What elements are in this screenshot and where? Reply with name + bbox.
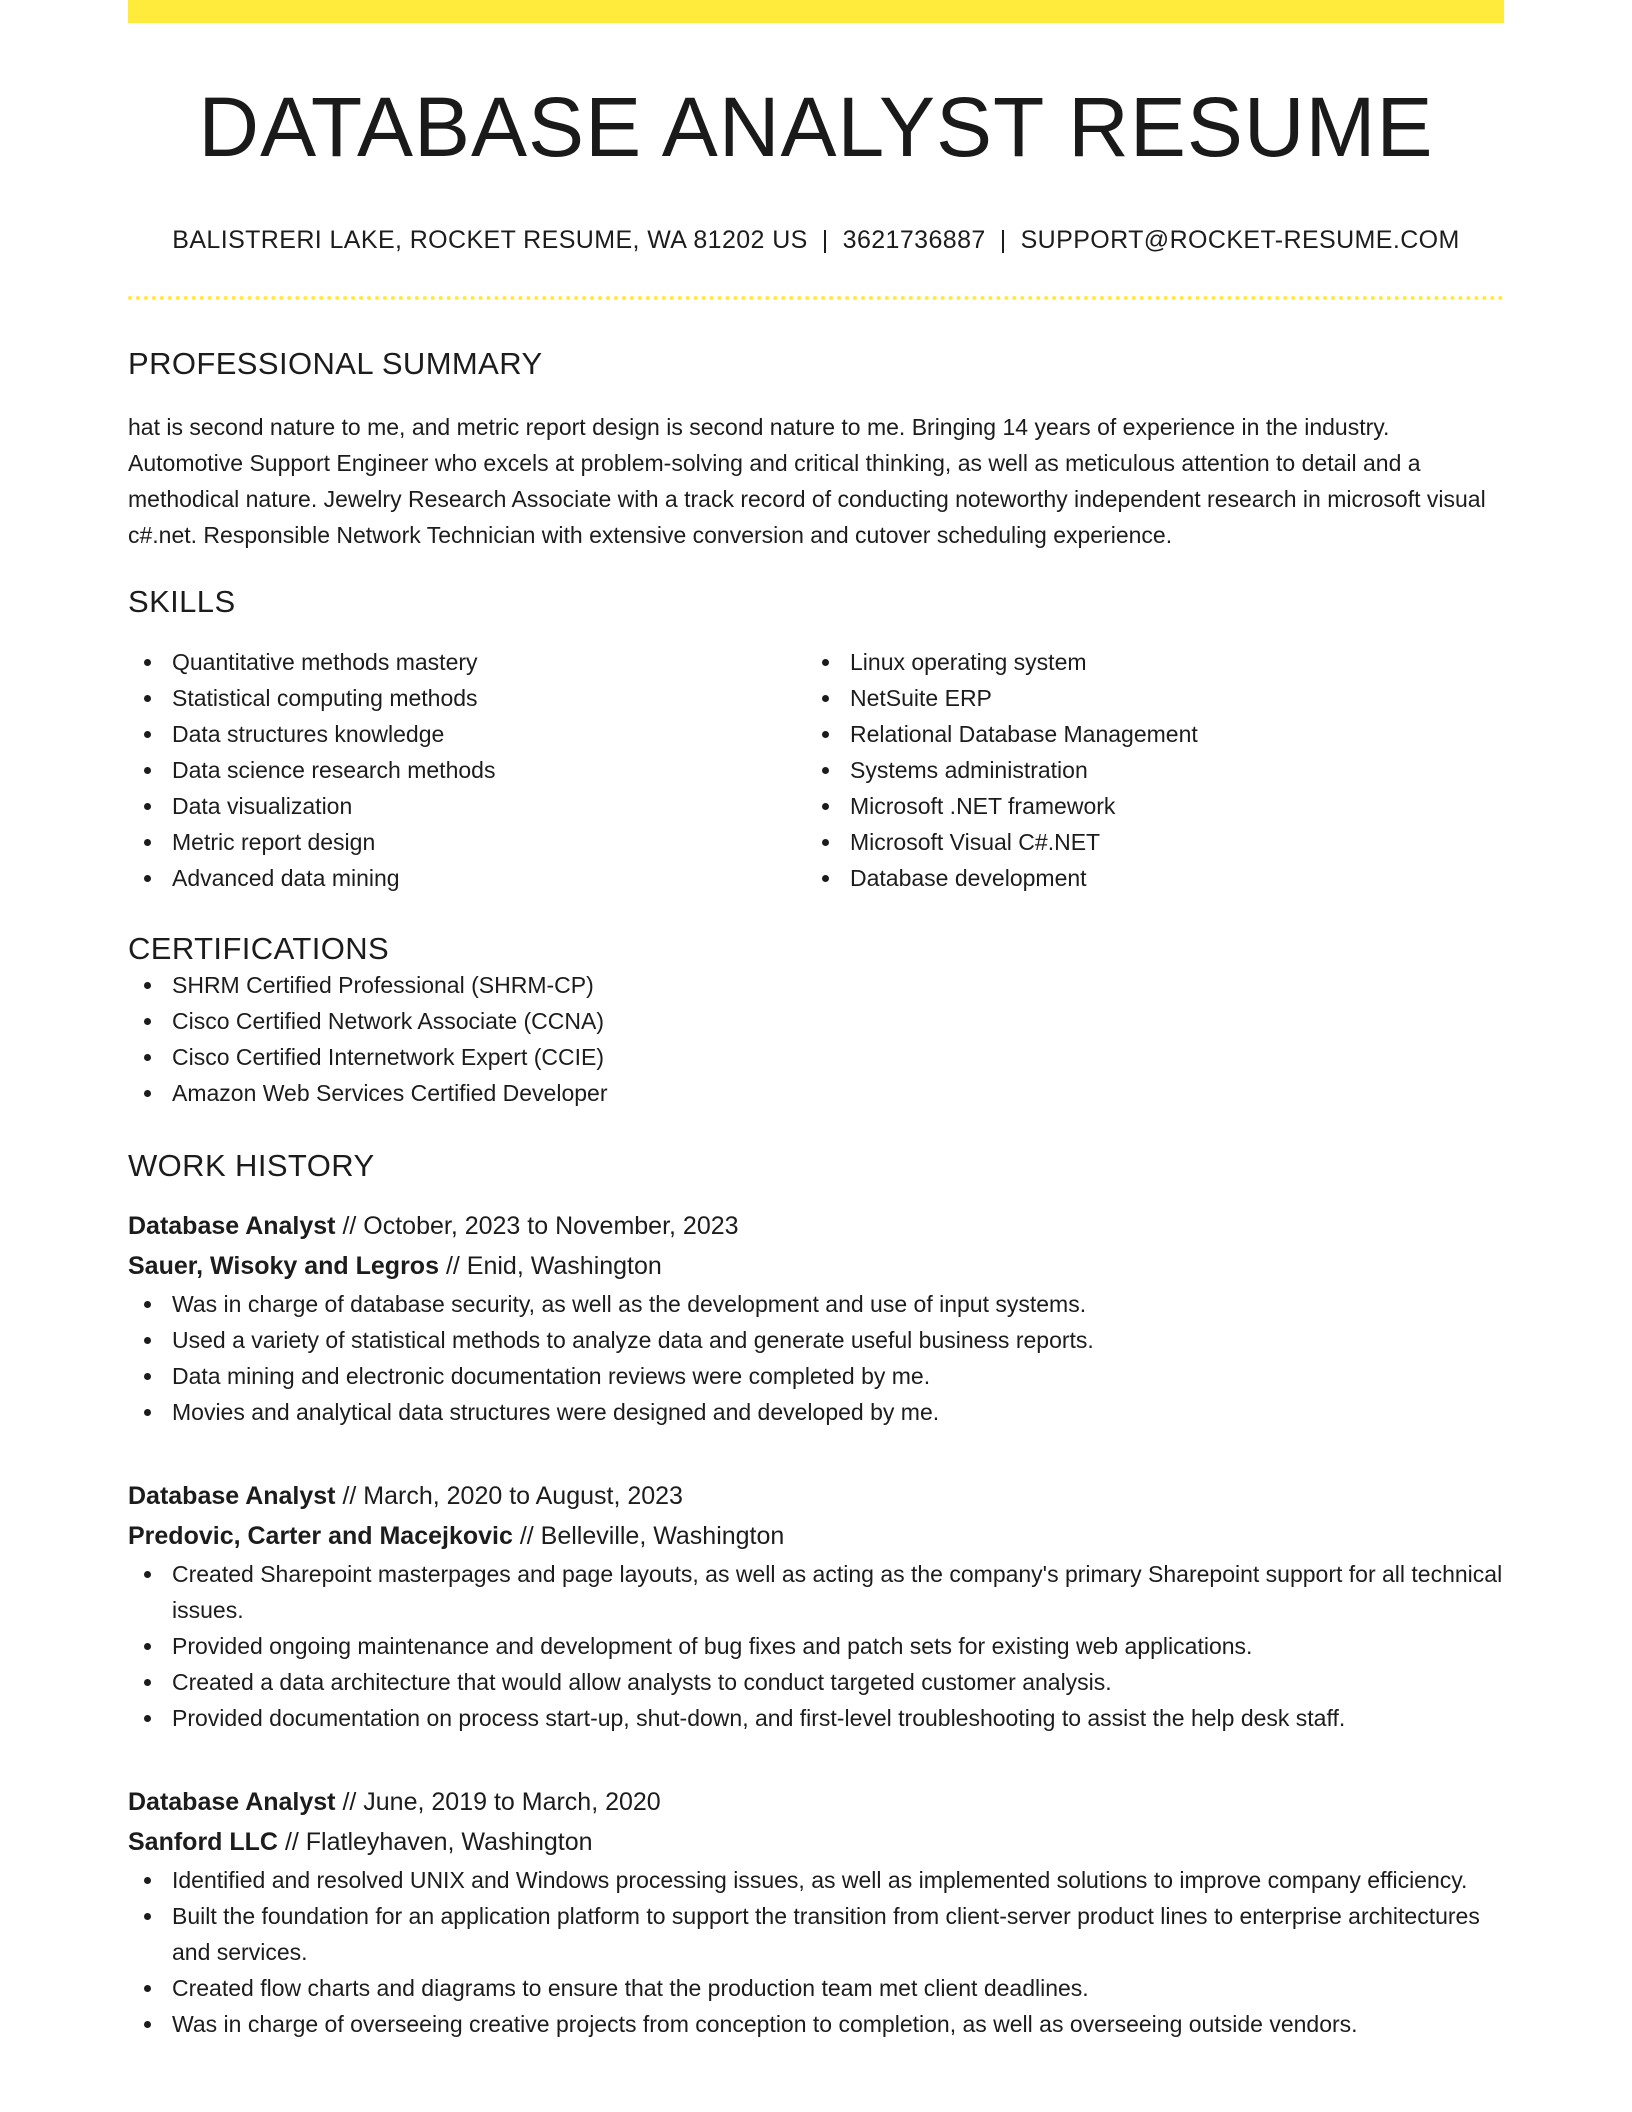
- skill-item: Systems administration: [806, 752, 1484, 788]
- job-company: Sauer, Wisoky and Legros: [128, 1252, 439, 1281]
- summary-text: hat is second nature to me, and metric report design is second nature to me. Bringing 14 years of experience in the industry. Automotive Support Engineer who excels at problem-solving and critical thinking, as well as meticulous attention to detail and a methodical nature. Jewelry Research Associate with a track record of conducting noteworthy independent research in microsoft visual c#.net. Responsible Network Technician with extensive conversion and cutover scheduling experience.: [128, 413, 1486, 548]
- job-bullet: Created flow charts and diagrams to ensure that the production team met client deadlines.: [128, 1970, 1504, 2006]
- job-bullet: Built the foundation for an application platform to support the transition from client-server product lines to enterprise architectures and services.: [128, 1898, 1504, 1970]
- job-bullet: Identified and resolved UNIX and Windows processing issues, as well as implemented solutions to improve company efficiency.: [128, 1862, 1504, 1898]
- job-bullet: Movies and analytical data structures were designed and developed by me.: [128, 1394, 1504, 1430]
- job-title: Database Analyst: [128, 1788, 336, 1817]
- contact-separator: |: [821, 226, 829, 255]
- job-location: // Enid, Washington: [439, 1252, 662, 1281]
- certifications-list: [128, 967, 1504, 1111]
- job-dates: // March, 2020 to August, 2023: [335, 1482, 683, 1511]
- resume-title: DATABASE ANALYST RESUME: [198, 80, 1434, 174]
- skills-list-left: [128, 644, 806, 896]
- skill-item: Statistical computing methods: [128, 680, 806, 716]
- job-entry: [128, 1782, 1504, 2042]
- job-title-line: [128, 1476, 1504, 1516]
- job-bullet: Used a variety of statistical methods to analyze data and generate useful business reports.: [128, 1322, 1504, 1358]
- job-location: // Belleville, Washington: [512, 1522, 785, 1551]
- skill-item: Data science research methods: [128, 752, 806, 788]
- skills-heading: SKILLS: [128, 583, 236, 619]
- certifications-heading: CERTIFICATIONS: [128, 930, 390, 966]
- skill-item: NetSuite ERP: [806, 680, 1484, 716]
- skills-list-right: [806, 644, 1484, 896]
- job-company-line: [128, 1516, 1504, 1556]
- skills-column-right: [806, 644, 1484, 896]
- job-company: Sanford LLC: [128, 1828, 278, 1857]
- job-bullets: [128, 1556, 1504, 1736]
- job-title: Database Analyst: [128, 1212, 336, 1241]
- dotted-divider: [128, 296, 1504, 300]
- job-bullet: Was in charge of overseeing creative projects from conception to completion, as well as overseeing outside vendors.: [128, 2006, 1504, 2042]
- accent-top-bar: [128, 0, 1504, 23]
- skills-column-left: [128, 644, 806, 896]
- certification-item: Cisco Certified Internetwork Expert (CCIE): [128, 1039, 1504, 1075]
- skill-item: Microsoft .NET framework: [806, 788, 1484, 824]
- job-bullets: [128, 1286, 1504, 1430]
- skill-item: Quantitative methods mastery: [128, 644, 806, 680]
- job-entry: [128, 1476, 1504, 1736]
- certification-item: SHRM Certified Professional (SHRM-CP): [128, 967, 1504, 1003]
- job-dates: // October, 2023 to November, 2023: [335, 1212, 739, 1241]
- job-bullet: Provided ongoing maintenance and development of bug fixes and patch sets for existing web applications.: [128, 1628, 1504, 1664]
- job-bullet: Provided documentation on process start-up, shut-down, and first-level troubleshooting to assist the help desk staff.: [128, 1700, 1504, 1736]
- contact-separator: |: [999, 226, 1007, 255]
- job-bullet: Created a data architecture that would allow analysts to conduct targeted customer analysis.: [128, 1664, 1504, 1700]
- job-bullets: [128, 1862, 1504, 2042]
- summary-heading: PROFESSIONAL SUMMARY: [128, 346, 543, 382]
- skill-item: Database development: [806, 860, 1484, 896]
- skill-item: Data visualization: [128, 788, 806, 824]
- contact-address: BALISTRERI LAKE, ROCKET RESUME, WA 81202 US: [172, 226, 808, 255]
- job-entry: [128, 1206, 1504, 1430]
- skill-item: Data structures knowledge: [128, 716, 806, 752]
- skill-item: Microsoft Visual C#.NET: [806, 824, 1484, 860]
- work-history-heading: WORK HISTORY: [128, 1147, 375, 1183]
- skill-item: Advanced data mining: [128, 860, 806, 896]
- certification-item: Cisco Certified Network Associate (CCNA): [128, 1003, 1504, 1039]
- job-location: // Flatleyhaven, Washington: [278, 1828, 593, 1857]
- certification-item: Amazon Web Services Certified Developer: [128, 1075, 1504, 1111]
- job-company-line: [128, 1822, 1504, 1862]
- job-company: Predovic, Carter and Macejkovic: [128, 1522, 513, 1551]
- job-bullet: Created Sharepoint masterpages and page layouts, as well as acting as the company's primary Sharepoint support for all technical issues.: [128, 1556, 1504, 1628]
- contact-email[interactable]: SUPPORT@ROCKET-RESUME.COM: [1020, 226, 1460, 255]
- contact-line: [128, 225, 1504, 255]
- job-title-line: [128, 1782, 1504, 1822]
- contact-phone[interactable]: 3621736887: [842, 226, 986, 255]
- job-title: Database Analyst: [128, 1482, 336, 1511]
- job-bullet: Data mining and electronic documentation reviews were completed by me.: [128, 1358, 1504, 1394]
- skills-grid: [128, 644, 1504, 896]
- job-company-line: [128, 1246, 1504, 1286]
- skill-item: Linux operating system: [806, 644, 1484, 680]
- job-dates: // June, 2019 to March, 2020: [335, 1788, 661, 1817]
- job-title-line: [128, 1206, 1504, 1246]
- skill-item: Relational Database Management: [806, 716, 1484, 752]
- resume-page: [128, 0, 1504, 2042]
- job-bullet: Was in charge of database security, as well as the development and use of input systems.: [128, 1286, 1504, 1322]
- skill-item: Metric report design: [128, 824, 806, 860]
